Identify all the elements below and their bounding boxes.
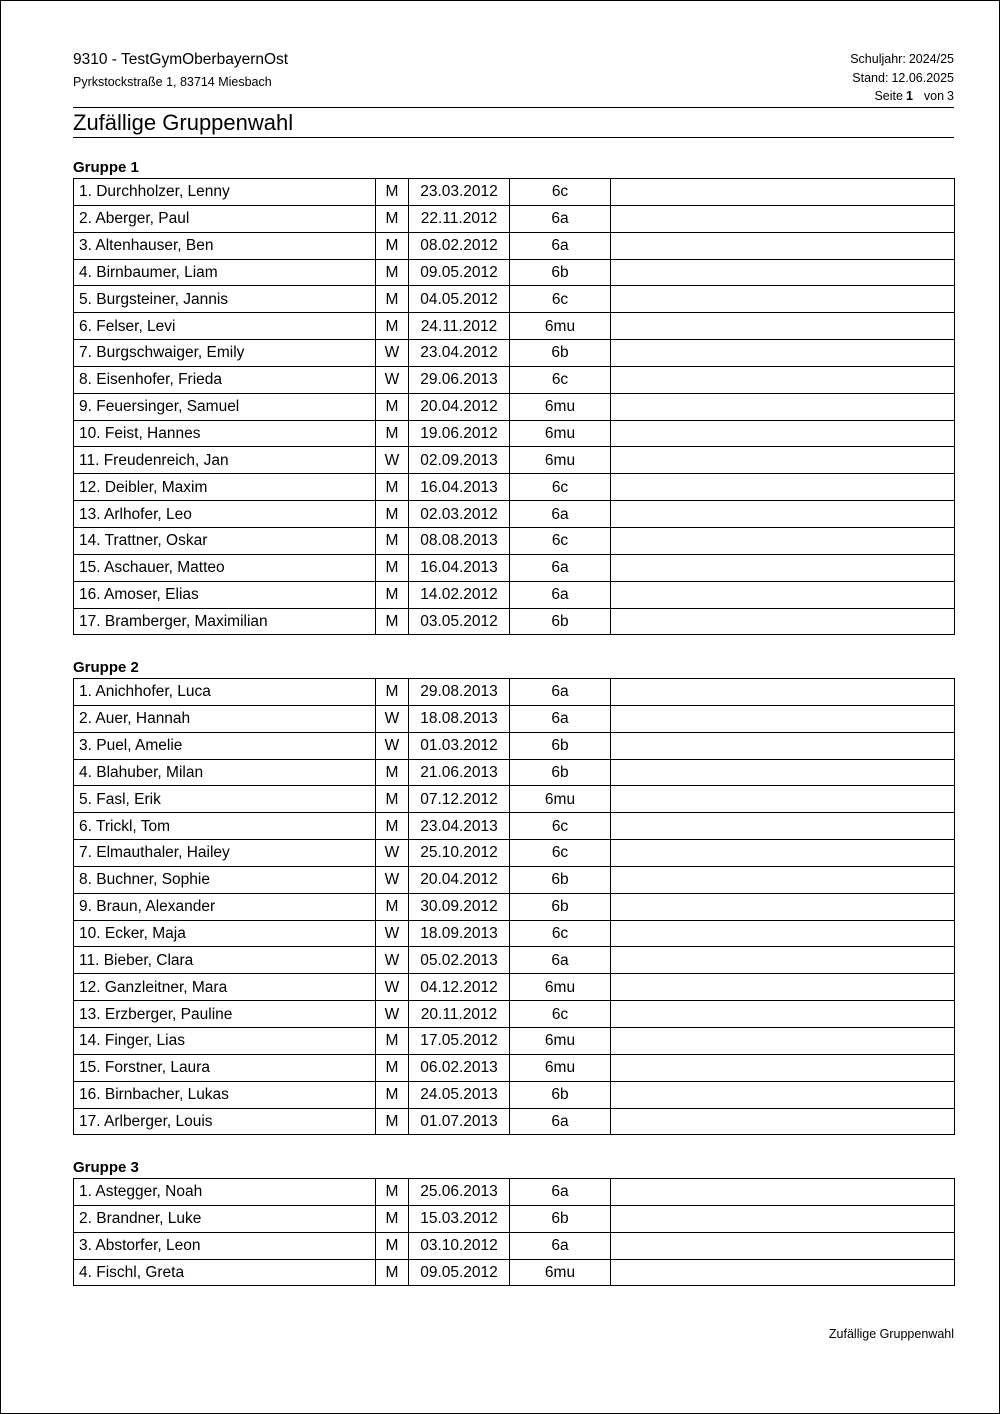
student-birthdate: 04.05.2012	[409, 286, 510, 313]
student-birthdate: 24.05.2013	[409, 1081, 510, 1108]
empty-notes-cell	[611, 232, 955, 259]
table-row	[74, 474, 955, 501]
student-birthdate: 21.06.2013	[409, 759, 510, 786]
student-gender: W	[376, 974, 409, 1001]
table-row	[74, 501, 955, 528]
empty-notes-cell	[611, 527, 955, 554]
student-name: 8. Buchner, Sophie	[74, 866, 376, 893]
table-row	[74, 786, 955, 813]
schuljahr-value: 2024/25	[908, 52, 954, 66]
student-gender: M	[376, 1179, 409, 1206]
table-row	[74, 1232, 955, 1259]
seite-value: 1	[905, 89, 913, 103]
student-birthdate: 23.04.2013	[409, 813, 510, 840]
student-class: 6a	[510, 947, 611, 974]
student-birthdate: 08.02.2012	[409, 232, 510, 259]
student-name: 1. Durchholzer, Lenny	[74, 179, 376, 206]
student-name: 15. Forstner, Laura	[74, 1054, 376, 1081]
student-name: 2. Aberger, Paul	[74, 205, 376, 232]
empty-notes-cell	[611, 366, 955, 393]
student-class: 6b	[510, 866, 611, 893]
student-name: 5. Fasl, Erik	[74, 786, 376, 813]
student-gender: W	[376, 732, 409, 759]
student-class: 6c	[510, 813, 611, 840]
student-class: 6mu	[510, 974, 611, 1001]
student-class: 6mu	[510, 1054, 611, 1081]
empty-notes-cell	[611, 813, 955, 840]
student-birthdate: 22.11.2012	[409, 205, 510, 232]
table-row	[74, 813, 955, 840]
group-1	[73, 158, 955, 635]
table-row	[74, 1054, 955, 1081]
student-class: 6a	[510, 705, 611, 732]
student-class: 6c	[510, 527, 611, 554]
student-class: 6c	[510, 840, 611, 867]
student-gender: W	[376, 840, 409, 867]
table-row	[74, 366, 955, 393]
table-row	[74, 393, 955, 420]
student-birthdate: 30.09.2012	[409, 893, 510, 920]
table-row	[74, 947, 955, 974]
table-row	[74, 759, 955, 786]
student-birthdate: 14.02.2012	[409, 581, 510, 608]
student-name: 3. Abstorfer, Leon	[74, 1232, 376, 1259]
student-birthdate: 25.10.2012	[409, 840, 510, 867]
empty-notes-cell	[611, 340, 955, 367]
student-gender: M	[376, 1027, 409, 1054]
student-name: 10. Ecker, Maja	[74, 920, 376, 947]
student-birthdate: 16.04.2013	[409, 554, 510, 581]
student-name: 11. Freudenreich, Jan	[74, 447, 376, 474]
student-birthdate: 20.11.2012	[409, 1001, 510, 1028]
title-divider	[73, 137, 954, 138]
empty-notes-cell	[611, 474, 955, 501]
empty-notes-cell	[611, 447, 955, 474]
student-gender: M	[376, 679, 409, 706]
student-name: 9. Feuersinger, Samuel	[74, 393, 376, 420]
student-gender: M	[376, 286, 409, 313]
student-class: 6c	[510, 474, 611, 501]
student-gender: M	[376, 1232, 409, 1259]
school-address: Pyrkstockstraße 1, 83714 Miesbach	[73, 75, 272, 89]
student-birthdate: 03.10.2012	[409, 1232, 510, 1259]
table-row	[74, 920, 955, 947]
student-name: 4. Fischl, Greta	[74, 1259, 376, 1286]
table-row	[74, 1179, 955, 1206]
table-row	[74, 679, 955, 706]
school-name: 9310 - TestGymOberbayernOst	[73, 51, 289, 68]
empty-notes-cell	[611, 420, 955, 447]
student-class: 6c	[510, 1001, 611, 1028]
empty-notes-cell	[611, 313, 955, 340]
student-gender: M	[376, 813, 409, 840]
student-gender: W	[376, 705, 409, 732]
student-gender: M	[376, 527, 409, 554]
student-name: 6. Trickl, Tom	[74, 813, 376, 840]
empty-notes-cell	[611, 286, 955, 313]
table-row	[74, 732, 955, 759]
student-gender: W	[376, 366, 409, 393]
student-name: 16. Birnbacher, Lukas	[74, 1081, 376, 1108]
empty-notes-cell	[611, 679, 955, 706]
group-title: Gruppe 1	[73, 159, 139, 176]
student-name: 13. Arlhofer, Leo	[74, 501, 376, 528]
empty-notes-cell	[611, 608, 955, 635]
student-class: 6a	[510, 205, 611, 232]
student-birthdate: 01.07.2013	[409, 1108, 510, 1135]
table-row	[74, 893, 955, 920]
empty-notes-cell	[611, 1179, 955, 1206]
student-birthdate: 08.08.2013	[409, 527, 510, 554]
student-table	[73, 178, 955, 635]
student-class: 6a	[510, 232, 611, 259]
empty-notes-cell	[611, 705, 955, 732]
student-class: 6a	[510, 501, 611, 528]
student-birthdate: 20.04.2012	[409, 393, 510, 420]
student-gender: M	[376, 393, 409, 420]
student-gender: M	[376, 232, 409, 259]
student-gender: M	[376, 313, 409, 340]
student-birthdate: 29.06.2013	[409, 366, 510, 393]
student-gender: M	[376, 581, 409, 608]
page-footer: Zufällige Gruppenwahl	[828, 1327, 954, 1341]
student-name: 15. Aschauer, Matteo	[74, 554, 376, 581]
table-row	[74, 974, 955, 1001]
student-gender: M	[376, 205, 409, 232]
student-name: 7. Burgschwaiger, Emily	[74, 340, 376, 367]
schuljahr-line	[850, 50, 954, 69]
empty-notes-cell	[611, 1081, 955, 1108]
schuljahr-label: Schuljahr:	[850, 52, 906, 66]
student-class: 6b	[510, 893, 611, 920]
student-class: 6b	[510, 340, 611, 367]
student-class: 6b	[510, 1081, 611, 1108]
table-row	[74, 705, 955, 732]
student-gender: W	[376, 340, 409, 367]
student-name: 12. Deibler, Maxim	[74, 474, 376, 501]
table-row	[74, 286, 955, 313]
student-name: 17. Arlberger, Louis	[74, 1108, 376, 1135]
student-gender: M	[376, 608, 409, 635]
student-birthdate: 05.02.2013	[409, 947, 510, 974]
student-gender: M	[376, 786, 409, 813]
student-birthdate: 09.05.2012	[409, 259, 510, 286]
school-header	[73, 50, 288, 91]
empty-notes-cell	[611, 1259, 955, 1286]
student-name: 14. Trattner, Oskar	[74, 527, 376, 554]
empty-notes-cell	[611, 947, 955, 974]
student-gender: W	[376, 866, 409, 893]
student-table	[73, 1178, 955, 1286]
student-name: 4. Birnbaumer, Liam	[74, 259, 376, 286]
student-birthdate: 18.09.2013	[409, 920, 510, 947]
empty-notes-cell	[611, 1001, 955, 1028]
student-gender: M	[376, 420, 409, 447]
student-birthdate: 18.08.2013	[409, 705, 510, 732]
table-row	[74, 1081, 955, 1108]
student-class: 6b	[510, 759, 611, 786]
group-title: Gruppe 2	[73, 659, 139, 676]
table-row	[74, 608, 955, 635]
empty-notes-cell	[611, 920, 955, 947]
table-row	[74, 1259, 955, 1286]
student-class: 6mu	[510, 393, 611, 420]
student-class: 6a	[510, 581, 611, 608]
student-class: 6mu	[510, 1259, 611, 1286]
student-birthdate: 19.06.2012	[409, 420, 510, 447]
student-birthdate: 17.05.2012	[409, 1027, 510, 1054]
student-gender: M	[376, 501, 409, 528]
table-row	[74, 1108, 955, 1135]
student-gender: M	[376, 1054, 409, 1081]
student-name: 8. Eisenhofer, Frieda	[74, 366, 376, 393]
empty-notes-cell	[611, 501, 955, 528]
empty-notes-cell	[611, 1232, 955, 1259]
student-class: 6mu	[510, 786, 611, 813]
empty-notes-cell	[611, 1205, 955, 1232]
student-class: 6b	[510, 732, 611, 759]
student-name: 13. Erzberger, Pauline	[74, 1001, 376, 1028]
student-birthdate: 02.09.2013	[409, 447, 510, 474]
student-gender: W	[376, 1001, 409, 1028]
student-name: 16. Amoser, Elias	[74, 581, 376, 608]
von-label: von	[923, 89, 945, 103]
student-class: 6b	[510, 259, 611, 286]
student-name: 14. Finger, Lias	[74, 1027, 376, 1054]
seite-label: Seite	[874, 89, 903, 103]
student-class: 6c	[510, 179, 611, 206]
student-name: 10. Feist, Hannes	[74, 420, 376, 447]
stand-line	[850, 69, 954, 88]
student-class: 6b	[510, 608, 611, 635]
student-gender: W	[376, 947, 409, 974]
student-class: 6a	[510, 679, 611, 706]
table-row	[74, 179, 955, 206]
empty-notes-cell	[611, 759, 955, 786]
empty-notes-cell	[611, 1108, 955, 1135]
empty-notes-cell	[611, 732, 955, 759]
student-class: 6mu	[510, 313, 611, 340]
table-row	[74, 447, 955, 474]
page-title: Zufällige Gruppenwahl	[73, 110, 294, 135]
empty-notes-cell	[611, 786, 955, 813]
student-birthdate: 01.03.2012	[409, 732, 510, 759]
group-title: Gruppe 3	[73, 1159, 139, 1176]
empty-notes-cell	[611, 179, 955, 206]
student-birthdate: 23.03.2012	[409, 179, 510, 206]
student-birthdate: 07.12.2012	[409, 786, 510, 813]
student-birthdate: 24.11.2012	[409, 313, 510, 340]
student-birthdate: 15.03.2012	[409, 1205, 510, 1232]
student-class: 6b	[510, 1205, 611, 1232]
table-row	[74, 205, 955, 232]
student-gender: M	[376, 1205, 409, 1232]
student-birthdate: 09.05.2012	[409, 1259, 510, 1286]
student-birthdate: 29.08.2013	[409, 679, 510, 706]
table-row	[74, 1001, 955, 1028]
empty-notes-cell	[611, 554, 955, 581]
table-row	[74, 581, 955, 608]
student-birthdate: 23.04.2012	[409, 340, 510, 367]
student-gender: M	[376, 1259, 409, 1286]
empty-notes-cell	[611, 259, 955, 286]
student-birthdate: 04.12.2012	[409, 974, 510, 1001]
student-name: 11. Bieber, Clara	[74, 947, 376, 974]
student-name: 5. Burgsteiner, Jannis	[74, 286, 376, 313]
empty-notes-cell	[611, 974, 955, 1001]
von-value: 3	[947, 89, 954, 103]
page-number-line	[850, 87, 954, 106]
student-birthdate: 16.04.2013	[409, 474, 510, 501]
student-birthdate: 20.04.2012	[409, 866, 510, 893]
student-name: 4. Blahuber, Milan	[74, 759, 376, 786]
empty-notes-cell	[611, 1027, 955, 1054]
table-row	[74, 554, 955, 581]
student-gender: M	[376, 179, 409, 206]
student-name: 9. Braun, Alexander	[74, 893, 376, 920]
student-table	[73, 678, 955, 1135]
student-class: 6c	[510, 920, 611, 947]
student-name: 12. Ganzleitner, Mara	[74, 974, 376, 1001]
stand-label: Stand:	[852, 70, 889, 85]
student-class: 6c	[510, 366, 611, 393]
student-name: 17. Bramberger, Maximilian	[74, 608, 376, 635]
student-class: 6a	[510, 1232, 611, 1259]
student-gender: M	[376, 1081, 409, 1108]
student-gender: M	[376, 1108, 409, 1135]
student-name: 3. Altenhauser, Ben	[74, 232, 376, 259]
table-row	[74, 866, 955, 893]
student-birthdate: 06.02.2013	[409, 1054, 510, 1081]
student-name: 3. Puel, Amelie	[74, 732, 376, 759]
student-gender: M	[376, 259, 409, 286]
empty-notes-cell	[611, 205, 955, 232]
table-row	[74, 1205, 955, 1232]
student-name: 1. Anichhofer, Luca	[74, 679, 376, 706]
student-class: 6a	[510, 1108, 611, 1135]
document-meta	[850, 50, 954, 106]
student-gender: M	[376, 554, 409, 581]
table-row	[74, 527, 955, 554]
group-2	[73, 658, 955, 1135]
empty-notes-cell	[611, 866, 955, 893]
student-class: 6c	[510, 286, 611, 313]
student-name: 6. Felser, Levi	[74, 313, 376, 340]
student-class: 6a	[510, 1179, 611, 1206]
student-class: 6a	[510, 554, 611, 581]
student-birthdate: 02.03.2012	[409, 501, 510, 528]
student-class: 6mu	[510, 1027, 611, 1054]
student-name: 2. Auer, Hannah	[74, 705, 376, 732]
student-birthdate: 25.06.2013	[409, 1179, 510, 1206]
table-row	[74, 1027, 955, 1054]
group-3	[73, 1158, 955, 1286]
student-gender: M	[376, 759, 409, 786]
table-row	[74, 232, 955, 259]
header-divider	[73, 107, 954, 108]
student-class: 6mu	[510, 420, 611, 447]
empty-notes-cell	[611, 840, 955, 867]
student-birthdate: 03.05.2012	[409, 608, 510, 635]
stand-value: 12.06.2025	[891, 70, 954, 85]
table-row	[74, 340, 955, 367]
table-row	[74, 313, 955, 340]
student-name: 7. Elmauthaler, Hailey	[74, 840, 376, 867]
student-class: 6mu	[510, 447, 611, 474]
table-row	[74, 259, 955, 286]
student-gender: W	[376, 920, 409, 947]
empty-notes-cell	[611, 893, 955, 920]
student-name: 2. Brandner, Luke	[74, 1205, 376, 1232]
empty-notes-cell	[611, 393, 955, 420]
student-gender: M	[376, 474, 409, 501]
empty-notes-cell	[611, 1054, 955, 1081]
student-name: 1. Astegger, Noah	[74, 1179, 376, 1206]
table-row	[74, 420, 955, 447]
student-gender: M	[376, 893, 409, 920]
table-row	[74, 840, 955, 867]
student-gender: W	[376, 447, 409, 474]
empty-notes-cell	[611, 581, 955, 608]
